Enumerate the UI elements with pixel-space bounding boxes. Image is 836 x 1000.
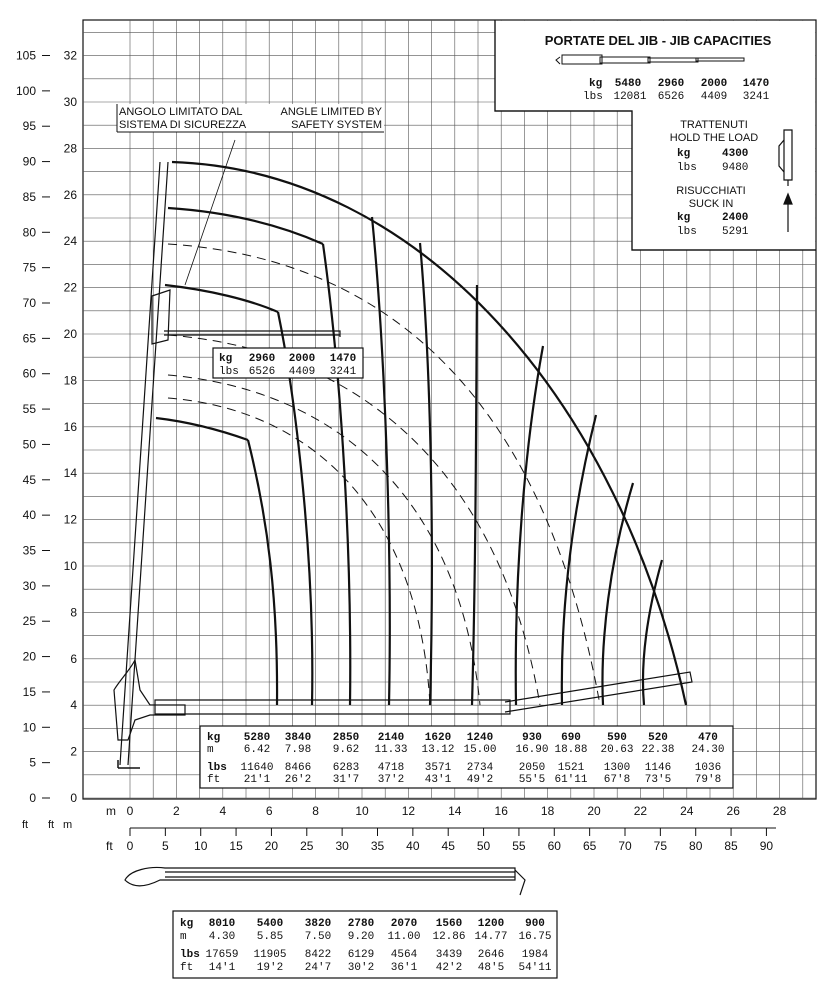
hold-kg: 4300 bbox=[722, 148, 749, 160]
suck-title-en: SUCK IN bbox=[688, 198, 734, 210]
bottom-m-value: 9.20 bbox=[347, 931, 375, 943]
crane-boom-vertical bbox=[120, 162, 168, 765]
suck-kg-label: kg bbox=[677, 212, 691, 224]
bottom-lbs-value: 8422 bbox=[304, 949, 332, 961]
jib-kg-0: 5480 bbox=[614, 78, 642, 90]
y-ft-tick: 75 bbox=[22, 260, 36, 275]
hold-title-en: HOLD THE LOAD bbox=[669, 132, 759, 144]
bottom-m-value: 14.77 bbox=[474, 931, 508, 943]
y-m-tick: 0 bbox=[70, 791, 77, 805]
main-ft-value: 79'8 bbox=[694, 774, 722, 786]
main-m-value: 24.30 bbox=[691, 744, 725, 756]
x-m-tick: 4 bbox=[219, 804, 227, 818]
y-ft-tick: 10 bbox=[22, 720, 36, 735]
x-ft-tick: 75 bbox=[653, 839, 668, 853]
suck-lbs: 5291 bbox=[722, 226, 749, 238]
y-ft-tick: 0 bbox=[29, 791, 36, 805]
x-ft-tick: 15 bbox=[229, 839, 243, 853]
y-m-tick: 6 bbox=[70, 651, 77, 666]
main-lbs-value: 6283 bbox=[332, 762, 360, 774]
main-m-value: 7.98 bbox=[284, 744, 312, 756]
y-m-tick: 2 bbox=[70, 744, 77, 759]
y-m-tick: 32 bbox=[63, 48, 77, 63]
y-ft-unit: ft bbox=[48, 819, 55, 831]
jib-lbs-2: 4409 bbox=[700, 91, 728, 103]
angle-note-en-2: SAFETY SYSTEM bbox=[291, 119, 382, 131]
main-kg-value: 3840 bbox=[284, 732, 312, 744]
y-ft-tick: 40 bbox=[22, 508, 36, 523]
bottom-m-value: 12.86 bbox=[432, 931, 466, 943]
y-m-tick: 12 bbox=[63, 512, 77, 527]
main-ft-value: 61'11 bbox=[554, 774, 588, 786]
bottom-lbs-value: 11905 bbox=[253, 949, 287, 961]
x-ft-tick: 45 bbox=[441, 839, 455, 853]
y-ft-tick: 25 bbox=[22, 614, 36, 629]
outer-envelope bbox=[172, 162, 686, 705]
bottom-ft-value: 19'2 bbox=[256, 962, 284, 974]
jib-extended bbox=[505, 672, 692, 712]
x-ft-tick: 40 bbox=[406, 839, 420, 853]
x-ft-unit: ft bbox=[106, 839, 113, 853]
main-kg-value: 2850 bbox=[332, 732, 360, 744]
main-lbs-value: 2734 bbox=[466, 762, 494, 774]
y-ft-tick: 90 bbox=[22, 154, 36, 169]
y-ft-tick: 15 bbox=[22, 684, 36, 699]
main-m-value: 11.33 bbox=[374, 744, 408, 756]
x-ft-tick: 25 bbox=[300, 839, 314, 853]
x-m-tick: 8 bbox=[312, 804, 319, 818]
mid-lbs-2: 3241 bbox=[329, 366, 357, 378]
bottom-kg-value: 2780 bbox=[347, 918, 375, 930]
main-ft-value: 37'2 bbox=[377, 774, 405, 786]
x-m-tick: 24 bbox=[680, 804, 694, 818]
y-m-tick: 8 bbox=[70, 605, 77, 620]
x-m-tick: 20 bbox=[587, 804, 601, 818]
main-ft-label: ft bbox=[207, 774, 221, 786]
x-ft-tick: 90 bbox=[759, 839, 774, 853]
y-ft-tick: 60 bbox=[22, 366, 36, 381]
bottom-lbs-value: 3439 bbox=[435, 949, 463, 961]
main-lbs-value: 2050 bbox=[518, 762, 546, 774]
jib-lbs-label: lbs bbox=[583, 91, 603, 103]
bottom-lbs-value: 17659 bbox=[205, 949, 239, 961]
bottom-lbs-value: 4564 bbox=[390, 949, 418, 961]
y-ft-tick: 105 bbox=[15, 48, 36, 63]
main-lbs-label: lbs bbox=[207, 762, 227, 774]
x-ft-tick: 60 bbox=[547, 839, 561, 853]
x-axis bbox=[127, 804, 787, 853]
bottom-kg-value: 900 bbox=[525, 918, 545, 930]
y-axis bbox=[16, 49, 77, 805]
bottom-ft-value: 14'1 bbox=[208, 962, 236, 974]
bottom-kg-value: 2070 bbox=[390, 918, 418, 930]
arc-16m bbox=[156, 418, 248, 440]
main-m-value: 9.62 bbox=[332, 744, 360, 756]
x-m-tick: 18 bbox=[540, 804, 555, 818]
bottom-m-label: m bbox=[180, 931, 187, 943]
y-ft-tick: 5 bbox=[29, 755, 36, 770]
main-kg-value: 1240 bbox=[466, 732, 494, 744]
jib-title: PORTATE DEL JIB - JIB CAPACITIES bbox=[544, 33, 772, 48]
arc-22m bbox=[165, 285, 278, 312]
suck-title-it: RISUCCHIATI bbox=[676, 185, 746, 197]
bottom-ft-value: 42'2 bbox=[435, 962, 463, 974]
jib-kg-label: kg bbox=[589, 78, 603, 90]
bottom-m-value: 7.50 bbox=[304, 931, 332, 943]
x-m-tick: 14 bbox=[448, 804, 462, 818]
mid-lbs-0: 6526 bbox=[248, 366, 276, 378]
x-ft-tick: 10 bbox=[194, 839, 208, 853]
main-kg-value: 690 bbox=[561, 732, 581, 744]
bottom-kg-value: 3820 bbox=[304, 918, 332, 930]
mid-lbs-label: lbs bbox=[219, 366, 239, 378]
y-ft-tick: 35 bbox=[22, 543, 36, 558]
mid-jib-table bbox=[213, 348, 363, 378]
main-m-value: 22.38 bbox=[641, 744, 675, 756]
y-ft-tick: 80 bbox=[22, 225, 36, 240]
x-ft-tick: 55 bbox=[512, 839, 526, 853]
stowed-crane-illustration bbox=[125, 868, 525, 896]
y-ft-tick: 50 bbox=[22, 437, 36, 452]
main-ft-value: 21'1 bbox=[243, 774, 271, 786]
mid-kg-2: 1470 bbox=[329, 353, 357, 365]
y-m-tick: 18 bbox=[63, 373, 77, 388]
x-ft-tick: 5 bbox=[162, 839, 169, 853]
bottom-m-value: 4.30 bbox=[208, 931, 236, 943]
arc-26m bbox=[168, 208, 323, 244]
angle-note-it-2: SISTEMA DI SICUREZZA bbox=[119, 119, 247, 131]
y-m-tick: 28 bbox=[63, 141, 77, 156]
bottom-ft-value: 54'11 bbox=[518, 962, 552, 974]
crane-illustration bbox=[114, 162, 692, 768]
main-m-value: 18.88 bbox=[554, 744, 588, 756]
main-m-label: m bbox=[207, 744, 214, 756]
crane-boom-horizontal bbox=[155, 700, 510, 714]
hold-kg-label: kg bbox=[677, 148, 691, 160]
x-ft-tick: 50 bbox=[476, 839, 491, 853]
x-ft-tick: 85 bbox=[724, 839, 738, 853]
main-kg-value: 1620 bbox=[424, 732, 452, 744]
y-m-tick: 20 bbox=[63, 327, 77, 341]
main-kg-value: 930 bbox=[522, 732, 542, 744]
bottom-ft-value: 48'5 bbox=[477, 962, 505, 974]
angle-note-it-1: ANGOLO LIMITATO DAL bbox=[119, 106, 243, 118]
y-ft-unit-left: ft bbox=[22, 819, 29, 831]
mid-kg-label: kg bbox=[219, 353, 233, 365]
hold-lbs: 9480 bbox=[722, 162, 749, 174]
main-ft-value: 55'5 bbox=[518, 774, 546, 786]
jib-kg-3: 1470 bbox=[742, 78, 770, 90]
bottom-m-value: 11.00 bbox=[387, 931, 421, 943]
bottom-kg-value: 1560 bbox=[435, 918, 463, 930]
main-kg-label: kg bbox=[207, 732, 221, 744]
y-m-tick: 16 bbox=[63, 419, 77, 434]
main-lbs-value: 8466 bbox=[284, 762, 312, 774]
bottom-kg-value: 1200 bbox=[477, 918, 505, 930]
x-ft-tick: 65 bbox=[582, 839, 597, 853]
bottom-lbs-value: 2646 bbox=[477, 949, 505, 961]
y-m-unit: m bbox=[63, 819, 73, 831]
main-kg-value: 5280 bbox=[243, 732, 271, 744]
y-ft-tick: 20 bbox=[22, 649, 36, 664]
jib-lbs-3: 3241 bbox=[742, 91, 770, 103]
main-lbs-value: 3571 bbox=[424, 762, 452, 774]
y-ft-tick: 55 bbox=[22, 402, 36, 417]
bottom-lbs-value: 6129 bbox=[347, 949, 375, 961]
bottom-ft-value: 30'2 bbox=[347, 962, 375, 974]
y-ft-tick: 70 bbox=[22, 296, 36, 311]
x-m-tick: 12 bbox=[401, 804, 416, 818]
y-ft-tick: 30 bbox=[22, 578, 36, 593]
x-ft-tick: 80 bbox=[689, 839, 703, 853]
bottom-ft-value: 36'1 bbox=[390, 962, 418, 974]
hold-lbs-label: lbs bbox=[677, 162, 697, 174]
x-ft-tick: 0 bbox=[126, 839, 134, 853]
y-m-tick: 10 bbox=[63, 559, 77, 573]
bottom-ft-label: ft bbox=[180, 962, 194, 974]
main-ft-value: 43'1 bbox=[424, 774, 452, 786]
y-m-tick: 24 bbox=[63, 234, 77, 249]
x-m-tick: 26 bbox=[726, 804, 740, 818]
main-kg-value: 2140 bbox=[377, 732, 405, 744]
y-ft-tick: 100 bbox=[15, 83, 36, 98]
x-m-tick: 22 bbox=[633, 804, 648, 818]
x-m-tick: 16 bbox=[494, 804, 508, 818]
main-kg-value: 470 bbox=[698, 732, 718, 744]
x-m-tick: 10 bbox=[355, 804, 369, 818]
x-m-tick: 6 bbox=[265, 804, 273, 818]
main-m-value: 16.90 bbox=[515, 744, 549, 756]
y-ft-tick: 85 bbox=[22, 189, 36, 204]
main-lbs-value: 1300 bbox=[603, 762, 631, 774]
y-m-tick: 26 bbox=[63, 187, 77, 202]
y-m-tick: 22 bbox=[63, 280, 77, 295]
jib-capacity-box bbox=[495, 20, 816, 250]
x-m-unit: m bbox=[106, 804, 116, 818]
main-m-value: 13.12 bbox=[421, 744, 455, 756]
bottom-kg-value: 5400 bbox=[256, 918, 284, 930]
mid-kg-0: 2960 bbox=[248, 353, 276, 365]
y-ft-tick: 45 bbox=[22, 472, 36, 487]
x-ft-tick: 35 bbox=[370, 839, 385, 853]
bottom-kg-label: kg bbox=[180, 918, 194, 930]
main-ft-value: 31'7 bbox=[332, 774, 360, 786]
angle-note-en-1: ANGLE LIMITED BY bbox=[280, 106, 382, 118]
suck-lbs-label: lbs bbox=[677, 226, 697, 238]
bottom-capacity-table bbox=[173, 911, 557, 978]
main-lbs-value: 11640 bbox=[240, 762, 274, 774]
x-ft-tick: 70 bbox=[618, 839, 632, 853]
main-m-value: 6.42 bbox=[243, 744, 271, 756]
main-capacity-table bbox=[200, 726, 733, 788]
bottom-m-value: 16.75 bbox=[518, 931, 552, 943]
y-m-tick: 4 bbox=[70, 698, 77, 713]
x-ft-tick: 30 bbox=[335, 839, 349, 853]
jib-lbs-1: 6526 bbox=[657, 91, 685, 103]
main-lbs-value: 4718 bbox=[377, 762, 405, 774]
y-ft-tick: 65 bbox=[22, 331, 36, 346]
hold-title-it: TRATTENUTI bbox=[680, 119, 748, 131]
y-m-tick: 14 bbox=[63, 466, 77, 481]
jib-kg-2: 2000 bbox=[700, 78, 728, 90]
main-lbs-value: 1146 bbox=[644, 762, 672, 774]
main-ft-value: 49'2 bbox=[466, 774, 494, 786]
x-m-tick: 0 bbox=[126, 804, 134, 818]
main-ft-value: 67'8 bbox=[603, 774, 631, 786]
bottom-kg-value: 8010 bbox=[208, 918, 236, 930]
main-lbs-value: 1036 bbox=[694, 762, 722, 774]
main-m-value: 20.63 bbox=[600, 744, 634, 756]
main-m-value: 15.00 bbox=[463, 744, 497, 756]
main-ft-value: 26'2 bbox=[284, 774, 312, 786]
mid-lbs-1: 4409 bbox=[288, 366, 316, 378]
main-kg-value: 590 bbox=[607, 732, 627, 744]
mid-kg-1: 2000 bbox=[288, 353, 316, 365]
bottom-ft-value: 24'7 bbox=[304, 962, 332, 974]
main-lbs-value: 1521 bbox=[557, 762, 585, 774]
bottom-lbs-value: 1984 bbox=[521, 949, 549, 961]
y-m-tick: 30 bbox=[63, 95, 77, 109]
main-kg-value: 520 bbox=[648, 732, 668, 744]
x-ft-tick: 20 bbox=[264, 839, 279, 853]
y-ft-tick: 95 bbox=[22, 119, 36, 134]
x-m-tick: 2 bbox=[173, 804, 180, 818]
main-ft-value: 73'5 bbox=[644, 774, 672, 786]
jib-kg-1: 2960 bbox=[657, 78, 685, 90]
bottom-lbs-label: lbs bbox=[180, 949, 200, 961]
bottom-m-value: 5.85 bbox=[256, 931, 284, 943]
suck-kg: 2400 bbox=[722, 212, 749, 224]
x-m-tick: 28 bbox=[772, 804, 787, 818]
jib-lbs-0: 12081 bbox=[613, 91, 647, 103]
